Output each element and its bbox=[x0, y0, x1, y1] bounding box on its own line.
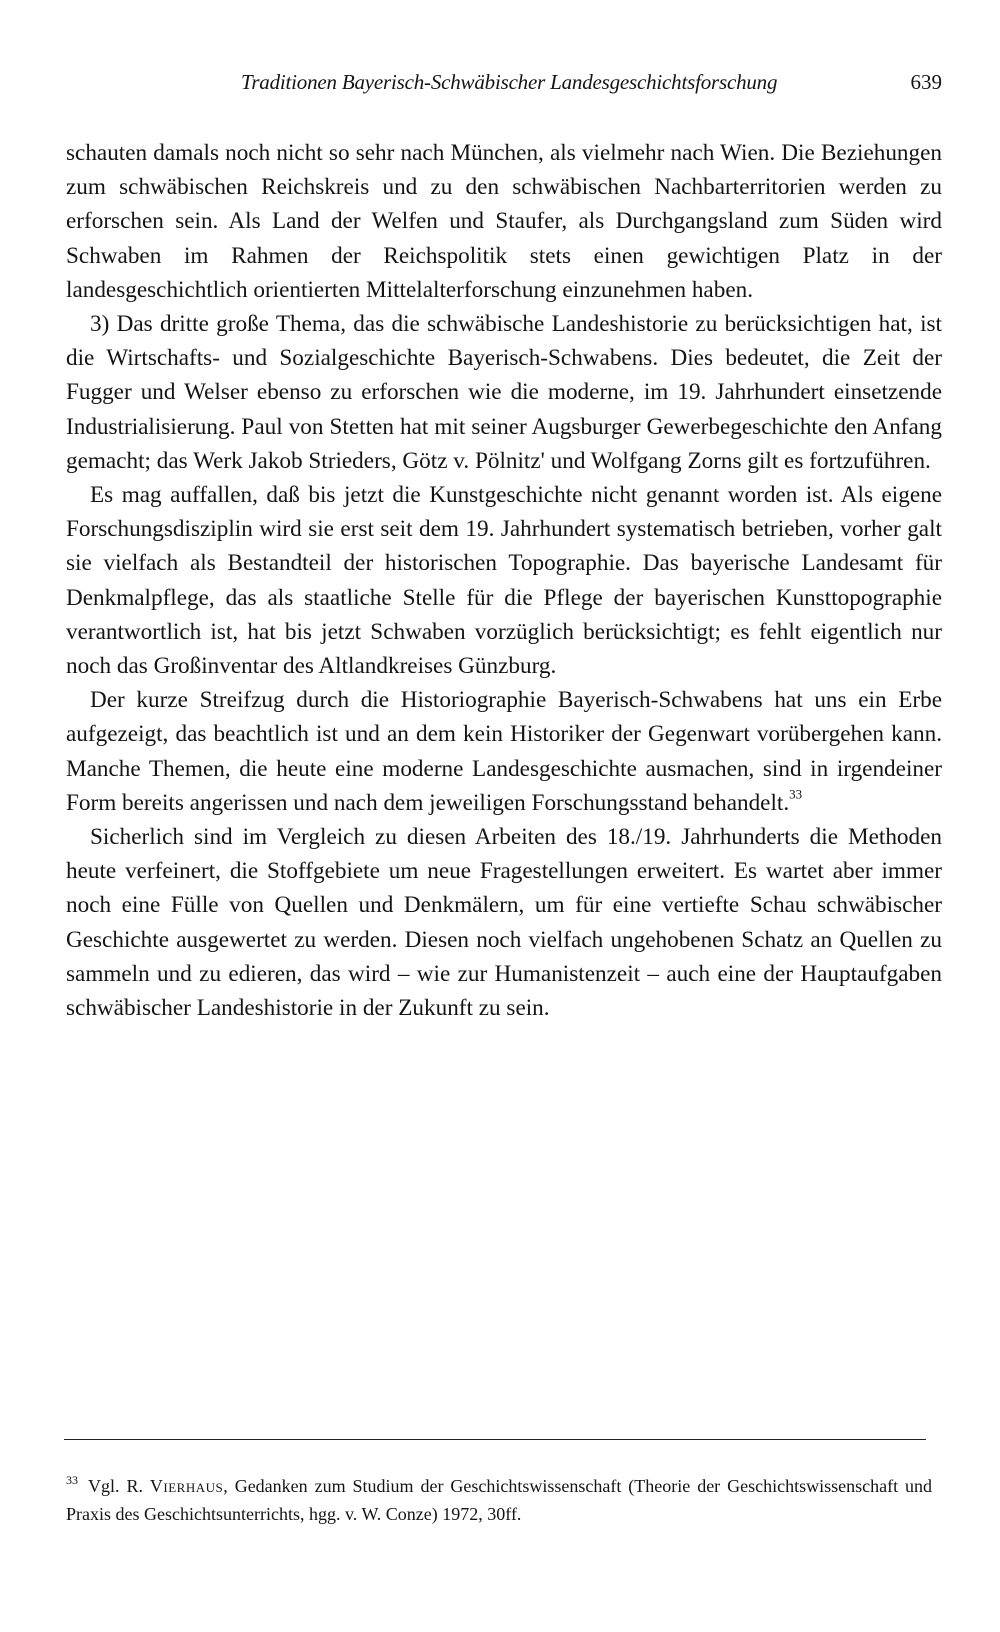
paragraph-4 bbox=[66, 683, 942, 820]
paragraph-1: schauten damals noch nicht so sehr nach München, als vielmehr nach Wien. Die Beziehungen zum schwäbischen Reichskreis und zu den schwäbischen Nachbarterritorien werden zu erforschen sein. Als Land der Welfen und Staufer, als Durchgangsland zum Süden wird Schwaben im Rahmen der Reichspolitik stets einen gewichtigen Platz in der landesgeschichtlich orientierten Mittelalterforschung einzunehmen haben. bbox=[66, 140, 942, 303]
body-text bbox=[66, 136, 942, 1025]
footnotes bbox=[66, 1472, 932, 1528]
running-title: Traditionen Bayerisch-Schwäbischer Landesgeschichtsforschung bbox=[241, 70, 778, 94]
footnote-text: , Gedanken zum Studium der Geschichtswissenschaft (Theorie der Geschichtswissenschaft und Praxis des Geschichtsunterrichts, hgg. v. W. Conze) 1972, 30ff. bbox=[66, 1476, 933, 1524]
footnote-item bbox=[66, 1472, 932, 1528]
footnote-divider bbox=[64, 1439, 926, 1440]
paragraph-2: 3) Das dritte große Thema, das die schwäbische Landeshistorie zu berücksichtigen hat, ist die Wirtschafts- und Sozialgeschichte Bayerisch-Schwabens. Dies bedeutet, die Zeit der Fugger und Welser ebenso zu erforschen wie die moderne, im 19. Jahrhundert einsetzende Industrialisierung. Paul von Stetten hat mit seiner Augsburger Gewerbegeschichte den Anfang gemacht; das Werk Jakob Strieders, Götz v. Pölnitz' und Wolfgang Zorns gilt es fortzuführen. bbox=[66, 311, 942, 474]
paragraph-5: Sicherlich sind im Vergleich zu diesen Arbeiten des 18./19. Jahrhunderts die Methoden heute verfeinert, die Stoffgebiete um neue Fragestellungen erweitert. Es wartet aber immer noch eine Fülle von Quellen und Denkmälern, um für eine vertiefte Schau schwäbischer Geschichte ausgewertet zu werden. Diesen noch vielfach ungehobenen Schatz an Quellen zu sammeln und zu edieren, das wird – wie zur Humanistenzeit – auch eine der Hauptaufgaben schwäbischer Landeshistorie in der Zukunft zu sein. bbox=[66, 824, 942, 1022]
footnote-reference[interactable]: 33 bbox=[789, 786, 803, 802]
footnote-number: 33 bbox=[66, 1472, 78, 1487]
footnote-author: Vierhaus bbox=[149, 1476, 224, 1496]
running-header bbox=[66, 70, 942, 104]
paragraph-3: Es mag auffallen, daß bis jetzt die Kunstgeschichte nicht genannt worden ist. Als eigene Forschungsdisziplin wird sie erst seit dem 19. Jahrhundert systematisch betrieben, vorher galt sie vielfach als Bestandteil der historischen Topographie. Das bayerische Landesamt für Denkmalpflege, das als staatliche Stelle für die Pflege der bayerischen Kunsttopographie verantwortlich ist, hat bis jetzt Schwaben vorzüglich berücksichtigt; es fehlt eigentlich nur noch das Großinventar des Altlandkreises Günzburg. bbox=[66, 482, 942, 680]
page-number: 639 bbox=[910, 70, 942, 94]
footnote-prefix: Vgl. R. bbox=[88, 1476, 143, 1496]
paragraph-4-text: Der kurze Streifzug durch die Historiographie Bayerisch-Schwabens hat uns ein Erbe aufgezeigt, das beachtlich ist und an dem kein Historiker der Gegenwart vorübergehen kann. Manche Themen, die heute eine moderne Landesgeschichte ausmachen, sind in irgendeiner Form bereits angerissen und nach dem jeweiligen Forschungsstand behandelt. bbox=[66, 687, 942, 816]
